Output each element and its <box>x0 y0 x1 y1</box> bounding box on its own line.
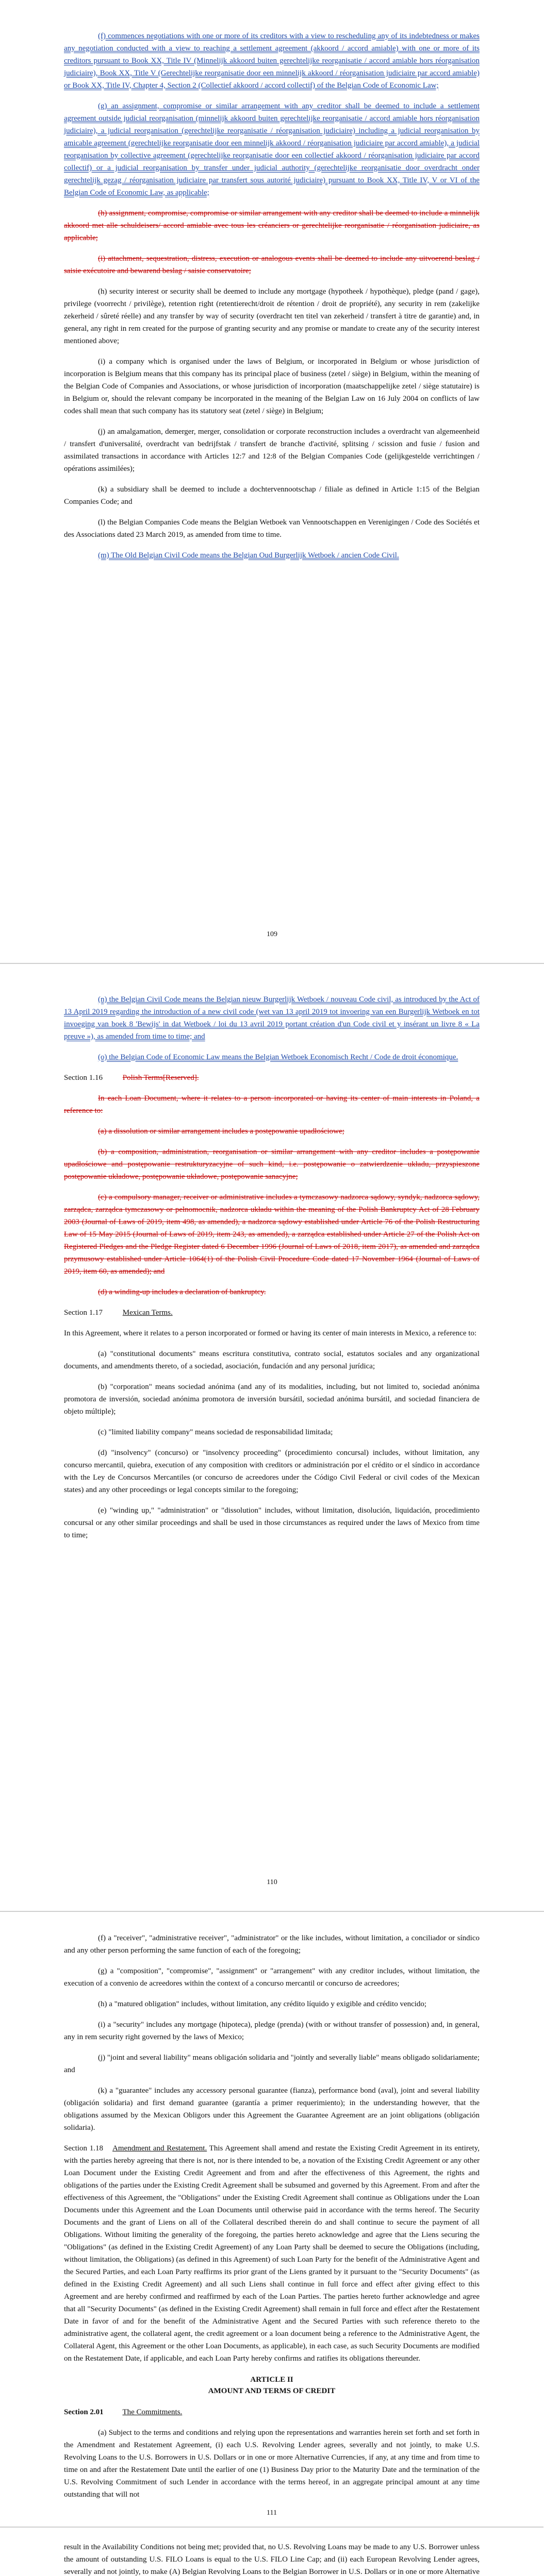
page-number: 109 <box>267 930 277 938</box>
polish-terms-c: (c) a compulsory manager, receiver or administrative includes a tymczasowy nadzorca sądowy, syndyk, nadzorca sądowy, zarządca, zarządca tymczasowy or pełnomocnik, nadzorca układu within the meaning of the Polish Bankruptcy Act of 28 February 2003 (Journal of Laws of 2019, item 498, as amended), a nadzorca sądowy established under Article 76 of the Polish Restructuring Law of 15 May 2015 (Journal of Laws of 2019, item 243, as amended), a zarządca established under Article 27 of the Polish Act on Registered Pledges and the Pledge Register dated 6 December 1996 (Journal of Laws of 2018, item 2017), as amended and zarządca przymusowy established under Article 1064(1) of the Polish Civil Procedure Code dated 17 November 1964 (Journal of Laws of 2019, item 60, as amended); and <box>64 1193 480 1276</box>
clause-f-negotiations: (f) commences negotiations with one or more of its creditors with a view to rescheduling any of its indebtedness or makes any negotiation conducted with a view to reaching a settlement agreement (akkoord / accord amiable) with one or more of its creditors pursuant to Book XX, Title IV (Minnelijk akkoord buiten gerechtelijke reorganisatie / accord amiable hors réorganisation judiciaire), Book XX, Title V (Gerechtelijke reorganisatie door een minnelijk akkoord / réorganisation judiciaire par accord amiable) or Book XX, Title IV, Chapter 4, Section 2 (Collectief akkoord / accord collectif) of the Belgian Code of Economic Law; <box>64 32 480 90</box>
section-title: Amendment and Restatement. <box>112 2144 207 2153</box>
mexican-terms-j: (j) "joint and several liability" means obligación solidaria and "jointly and severally liable" means obligado solidariamente; and <box>64 2054 480 2074</box>
clause-n-civil-code: (n) the Belgian Civil Code means the Belgian nieuw Burgerlijk Wetboek / nouveau Code civil, as introduced by the Act of 13 April 2019 regarding the introduction of a new civil code (wet van 13 april 2019 tot invoering van een Burgerlijk Wetboek en tot invoeging van boek 8 'Bewijs' in dat Wetboek / loi du 13 avril 2019 portant création d'un Code civil et y insérant un livre 8 « La preuve »), as amended from time to time; and <box>64 995 480 1041</box>
section-1-16-heading <box>64 1072 480 1084</box>
clause-i-deleted: (i) attachment, sequestration, distress, execution or analogous events shall be deemed to include any uitvoerend beslag / saisie exécutoire and bewarend beslag / saisie conservatoire; <box>64 255 480 275</box>
page-109 <box>0 0 544 963</box>
polish-terms-b: (b) a composition, administration, reorganisation or similar arrangement with any creditor includes a postępowanie upadłościowe and postępowanie restrukturyzacyjne of such kind, i.e. postępowanie o zatwierdzenie układu, przyspieszone postępowanie układowe, postępowanie układowe, postępowanie sanacyjne; <box>64 1148 480 1181</box>
section-number: Section 1.18 <box>64 2144 103 2153</box>
clause-h-deleted: (h) assignment, compromise, compromise or similar arrangement with any creditor shall be deemed to include a minnelijk akkoord met alle schuldeisers/ accord amiable avec tous les créanciers or gerechtelijke reorganisatie / réorganisation judiciaire, as applicable; <box>64 209 480 242</box>
mexican-terms-intro: In this Agreement, where it relates to a person incorporated or formed or having its center of main interests in Mexico, a reference to: <box>64 1329 477 1337</box>
polish-terms-intro: In each Loan Document, where it relates to a person incorporated or having its center of main interests in Poland, a reference to: <box>64 1094 480 1115</box>
mexican-terms-f: (f) a "receiver", "administrative receiver", "administrator" or the like includes, without limitation, a conciliador or síndico and any other person performing the same function of each of the foregoing; <box>64 1934 480 1955</box>
section-1-17-heading <box>64 1307 480 1319</box>
clause-k-subsidiary: (k) a subsidiary shall be deemed to include a dochtervennootschap / filiale as defined in Article 1:15 of the Belgian Companies Code; and <box>64 485 480 506</box>
polish-terms-a: (a) a dissolution or similar arrangement includes a postępowanie upadłościowe; <box>98 1127 344 1136</box>
mexican-terms-e: (e) "winding up," "administration" or "dissolution" includes, without limitation, disolución, liquidación, procedimiento concursal or any other similar proceedings and shall be used in those circumstances as required under the laws of Mexico from time to time; <box>64 1506 480 1539</box>
commitments-a: (a) Subject to the terms and conditions and relying upon the representations and warranties herein set forth and set forth in the Amendment and Restatement Agreement, (i) each U.S. Revolving Lender agrees, severally and not jointly, to make U.S. Revolving Loans to the U.S. Borrowers in U.S. Dollars or in one or more Alternative Currencies, if any, at any time and from time to time on and after the Restatement Date until the earlier of one (1) Business Day prior to the Maturity Date and the termination of the U.S. Revolving Commitment of such Lender in accordance with the terms hereof, in an aggregate principal amount at any time outstanding that will not <box>64 2429 480 2499</box>
article-heading <box>64 2374 480 2397</box>
clause-l-companies-code: (l) the Belgian Companies Code means the Belgian Wetboek van Vennootschappen en Verenigingen / Code des Sociétés et des Associations dated 23 March 2019, as amended from time to time. <box>64 518 480 539</box>
clause-m-old-civil-code: (m) The Old Belgian Civil Code means the Belgian Oud Burgerlijk Wetboek / ancien Code Civil. <box>98 551 399 560</box>
section-title: The Commitments. <box>122 2408 183 2416</box>
page-111 <box>0 1911 544 2576</box>
section-title: Mexican Terms. <box>122 1309 173 1317</box>
mexican-terms-k: (k) a "guarantee" includes any accessory personal guarantee (fianza), performance bond (aval), joint and several liability (obligación solidaria) and first demand guarantee (garantía a primer requerimiento); in the understanding however, that the obligations assumed by the Mexican Obligors under this Agreement the Guarantee Agreement are an joint obligations (obligación solidaria). <box>64 2087 480 2132</box>
section-number: Section 1.16 <box>64 1074 103 1082</box>
clause-g-assignment: (g) an assignment, compromise or similar arrangement with any creditor shall be deemed to include a settlement agreement outside judicial reorganisation (minnelijk akkoord buiten gerechtelijke reorganisatie / accord amiable hors réorganisation judiciaire), a judicial reorganisation (gerechtelijke reorganisatie / réorganisation judiciaire) including a judicial reorganisation by amicable agreement (gerechtelijke reorganisatie door een minnelijk akkoord / réorganisation judiciaire par accord amiable), a judicial reorganisation by collective agreement (gerechtelijke reorganisatie door een collectief akkoord / réorganisation judiciaire par accord collectif) or a judicial reorganisation by transfer under judicial authority (gerechtelijke reorganisatie door overdracht onder gerechtelijk gezag / réorganisation judiciaire par transfert sous autorité judiciaire) pursuant to Book XX, Title IV, V or VI of the Belgian Code of Economic Law, as applicable; <box>64 102 480 197</box>
clause-h-security-interest: (h) security interest or security shall be deemed to include any mortgage (hypotheek / hypothèque), pledge (pand / gage), privilege (voorrecht / privilège), retention right (retentierecht/droit de rétention / droit de propriété), any security in rem (zakelijke zekerheid / sûreté réelle) and any transfer by way of security (overdracht ten titel van zekerheid / transfert à titre de garantie) and, in general, any right in rem created for the purpose of granting security and any promise or mandate to create any of the security interest mentioned above; <box>64 287 480 345</box>
mexican-terms-i: (i) a "security" includes any mortgage (hipoteca), pledge (prenda) (with or without transfer of possession) and, in general, any in rem security right governed by the laws of Mexico; <box>64 2021 480 2041</box>
clause-o-economic-law: (o) the Belgian Code of Economic Law means the Belgian Wetboek Economisch Recht / Code de droit économique. <box>98 1053 458 1061</box>
page-110 <box>0 963 544 1911</box>
mexican-terms-c: (c) "limited liability company" means sociedad de responsabilidad limitada; <box>98 1428 333 1436</box>
page-divider <box>0 2527 543 2528</box>
section-title: Polish Terms[Reserved]. <box>122 1074 199 1082</box>
article-subtitle: AMOUNT AND TERMS OF CREDIT <box>208 2387 336 2395</box>
commitments-a-continued: result in the Availability Conditions not being met; provided that, no U.S. Revolving Loans may be made to any U.S. Borrower unless the amount of outstanding U.S. FILO Loans is equal to the U.S. FILO Line Cap; and (ii) each European Revolving Lender agrees, severally and not jointly, to make (A) Belgian Revolving Loans to the Belgian Borrower in U.S. Dollars or in one or more Alternative <box>64 2543 480 2576</box>
section-1-18 <box>64 2142 480 2365</box>
section-number: Section 2.01 <box>64 2408 104 2416</box>
page-number: 110 <box>267 1878 277 1886</box>
mexican-terms-a: (a) "constitutional documents" means escritura constitutiva, contrato social, estatutos sociales and any organizational documents, and amendments thereto, of a sociedad, asociación, fundación and any personal jurídica; <box>64 1350 480 1370</box>
page-number: 111 <box>267 2509 277 2517</box>
section-body: This Agreement shall amend and restate the Existing Credit Agreement in its entirety, with the parties hereby agreeing that there is not, nor is there intended to be, a novation of the Existing Credit Agreement or any other Loan Document under the Existing Credit Agreement and from and after the effectiveness of this Agreement, the rights and obligations of the parties under the Existing Credit Agreement shall be subsumed and governed by this Agreement. From and after the effectiveness of this Agreement, the "Obligations" under the Existing Credit Agreement shall continue as Obligations under the Loan Documents under this Agreement and the Loan Documents until otherwise paid in accordance with the terms hereof. The Security Documents and the grant of Liens on all of the Collateral described therein do and shall continue to secure the payment of all Obligations. Without limiting the generality of the foregoing, the parties hereto acknowledge and agree that the Liens securing the "Obligations" (as defined in the Existing Credit Agreement) of any Loan Party shall be deemed to secure the Obligations (including, without limitation, the Obligations) (as defined in this Agreement) of such Loan Party for the benefit of the Administrative Agent and the Secured Parties, and each Loan Party reaffirms its prior grant of the Liens granted by it pursuant to the "Security Documents" (as defined in the Existing Credit Agreement) and all such Liens shall continue in full force and effect after giving effect to this Agreement and are hereby confirmed and reaffirmed by each of the Loan Parties. The parties hereto further acknowledge and agree that all "Security Documents" (as defined in the Existing Credit Agreement) shall remain in full force and effect after the Restatement Date in favor of and for the benefit of the Administrative Agent and the Secured Parties with such reference thereto to the administrative agent, the collateral agent, the credit agreement or a loan document being a reference to the Administrative Agent, the Collateral Agent, this Agreement or the other Loan Documents, as applicable), in each case, as such Security Documents are modified on the Restatement Date, if applicable, and each Loan Party hereby confirms and ratifies its obligations thereunder. <box>64 2144 480 2363</box>
clause-i-company-belgium: (i) a company which is organised under the laws of Belgium, or incorporated in Belgium or whose jurisdiction of incorporation is Belgium means that this company has its principal place of business (zetel / siège) in Belgium, within the meaning of the Belgian Code of Companies and Associations, or whose jurisdiction of incorporation (maatschappelijke zetel / siège statutaire) is in Belgium or, should the relevant company be incorporated in the meaning of the Belgian Law on 16 July 2004 on conflicts of law codes shall mean that such company has its statutory seat (zetel / siège) in Belgium; <box>64 358 480 415</box>
mexican-terms-h: (h) a "matured obligation" includes, without limitation, any crédito líquido y exigible and crédito vencido; <box>98 2000 427 2008</box>
mexican-terms-g: (g) a "composition", "compromise", "assignment" or "arrangement" with any creditor includes, without limitation, the execution of a convenio de acreedores within the context of a concurso mercantil or concurso de acreedores; <box>64 1967 480 1988</box>
section-2-01-heading <box>64 2406 480 2418</box>
polish-terms-d: (d) a winding-up includes a declaration of bankruptcy. <box>98 1288 266 1296</box>
section-number: Section 1.17 <box>64 1309 103 1317</box>
clause-j-amalgamation: (j) an amalgamation, demerger, merger, consolidation or corporate reconstruction includes a overdracht van algemeenheid / transfert d'universalité, overdracht van bedrijfstak / transfert de branche d'activité, splitsing / scission and fusie / fusion and assimilated transactions in accordance with Articles 12:7 and 12:8 of the Belgian Companies Code (gelijkgestelde verrichtingen / opérations assimilées); <box>64 428 480 473</box>
article-title: ARTICLE II <box>250 2376 293 2384</box>
mexican-terms-b: (b) "corporation" means sociedad anónima (and any of its modalities, including, but not limited to, sociedad anónima promotora de inversión, sociedad anónima promotora de inversión bursátil, sociedad anónima bursátil, and sociedad financiera de objeto múltiple); <box>64 1383 480 1416</box>
mexican-terms-d: (d) "insolvency" (concurso) or "insolvency proceeding" (procedimiento concursal) includes, without limitation, any concurso mercantil, quiebra, execution of any composition with creditors or administración por el crédito or el síndico in accordance with the Ley de Concursos Mercantiles (or concurso de acreedores under the Código Civil Federal or civil codes of the Mexican states) and any other proceedings or legal concepts similar to the foregoing; <box>64 1449 480 1494</box>
